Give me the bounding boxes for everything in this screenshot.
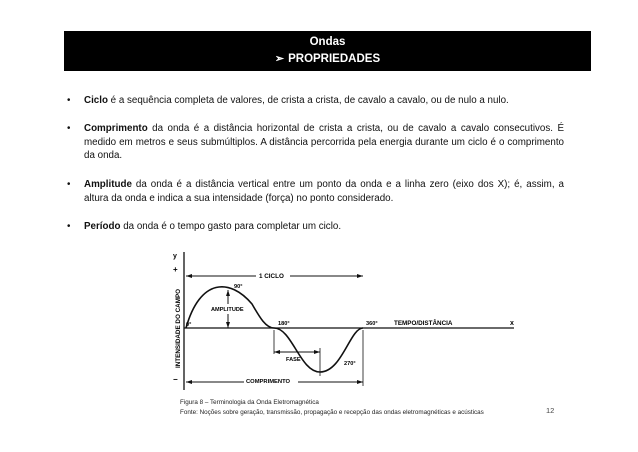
y-plus-label: +: [173, 265, 178, 274]
bullet-term: Ciclo: [84, 95, 108, 106]
bullet-term: Amplitude: [84, 179, 132, 190]
bullet-term: Período: [84, 221, 121, 232]
bullet-text: da onda é o tempo gasto para completar um ciclo.: [120, 221, 342, 232]
wave-curve: [186, 287, 363, 372]
caption-line-2: Fonte: Noções sobre geração, transmissão, propagação e recepção das ondas eletromagnéticas e acústicas: [180, 409, 484, 416]
y-axis-label: INTENSIDADE DO CAMPO: [175, 288, 182, 368]
bullet-dot-icon: •: [67, 221, 71, 232]
bullet-dot-icon: •: [67, 179, 71, 190]
bullet-amplitude: [64, 178, 564, 205]
slide-header: [64, 31, 591, 71]
bullet-ciclo: [64, 94, 509, 108]
bullet-dot-icon: •: [67, 95, 71, 106]
amplitude-label: AMPLITUDE: [211, 307, 244, 313]
amplitude-arrow-bottom: [226, 322, 230, 328]
bullet-term: Comprimento: [84, 123, 148, 134]
slide-subtitle: PROPRIEDADES: [288, 53, 381, 65]
bullet-text: da onda é a distância horizontal de crista a crista, ou de cavalo a cavalo consecutivos. É medido em metros e seus submúltiplos. A distância percorrida pela energia durante um ciclo é o comprimento da onda.: [84, 123, 564, 162]
bullet-dot-icon: •: [67, 123, 71, 134]
fase-arrow-left: [274, 350, 280, 354]
comprimento-arrow-right: [357, 380, 363, 384]
deg-270-label: 270°: [344, 361, 356, 367]
bullet-text: é a sequência completa de valores, de crista a crista, de cavalo a cavalo, ou de nulo a nulo.: [107, 95, 509, 106]
deg-0-label: 0°: [186, 322, 192, 328]
comprimento-arrow-left: [186, 380, 192, 384]
amplitude-arrow-top: [226, 290, 230, 296]
slide-subtitle-row: [64, 52, 591, 65]
deg-180-label: 180°: [278, 321, 290, 327]
caption-line-1: Figura 8 – Terminologia da Onda Eletromagnética: [180, 399, 319, 406]
deg-90-label: 90°: [234, 284, 243, 290]
bullet-comprimento: [64, 122, 564, 163]
cycle-arrow-right: [357, 274, 363, 278]
arrow-bullet-icon: ➢: [274, 53, 285, 65]
y-arrow-label: y: [173, 253, 177, 260]
wave-terminology-figure: [170, 248, 522, 394]
fase-arrow-right: [314, 350, 320, 354]
x-arrow-label: x: [510, 320, 514, 327]
x-axis-label: TEMPO/DISTÂNCIA: [394, 320, 453, 327]
figure-caption: [180, 398, 484, 418]
page-number: 12: [546, 406, 555, 415]
comprimento-label: COMPRIMENTO: [246, 379, 291, 385]
deg-360-label: 360°: [366, 321, 378, 327]
y-minus-label: −: [173, 375, 178, 384]
cycle-arrow-left: [186, 274, 192, 278]
slide-title: Ondas: [309, 36, 346, 48]
fase-label: FASE: [286, 357, 301, 363]
bullet-periodo: [64, 220, 341, 234]
bullet-text: da onda é a distância vertical entre um ponto da onda e a linha zero (eixo dos X); é, assim, a altura da onda e indica a sua intensidade (força) no ponto considerado.: [84, 179, 564, 204]
cycle-label: 1 CICLO: [259, 273, 284, 280]
